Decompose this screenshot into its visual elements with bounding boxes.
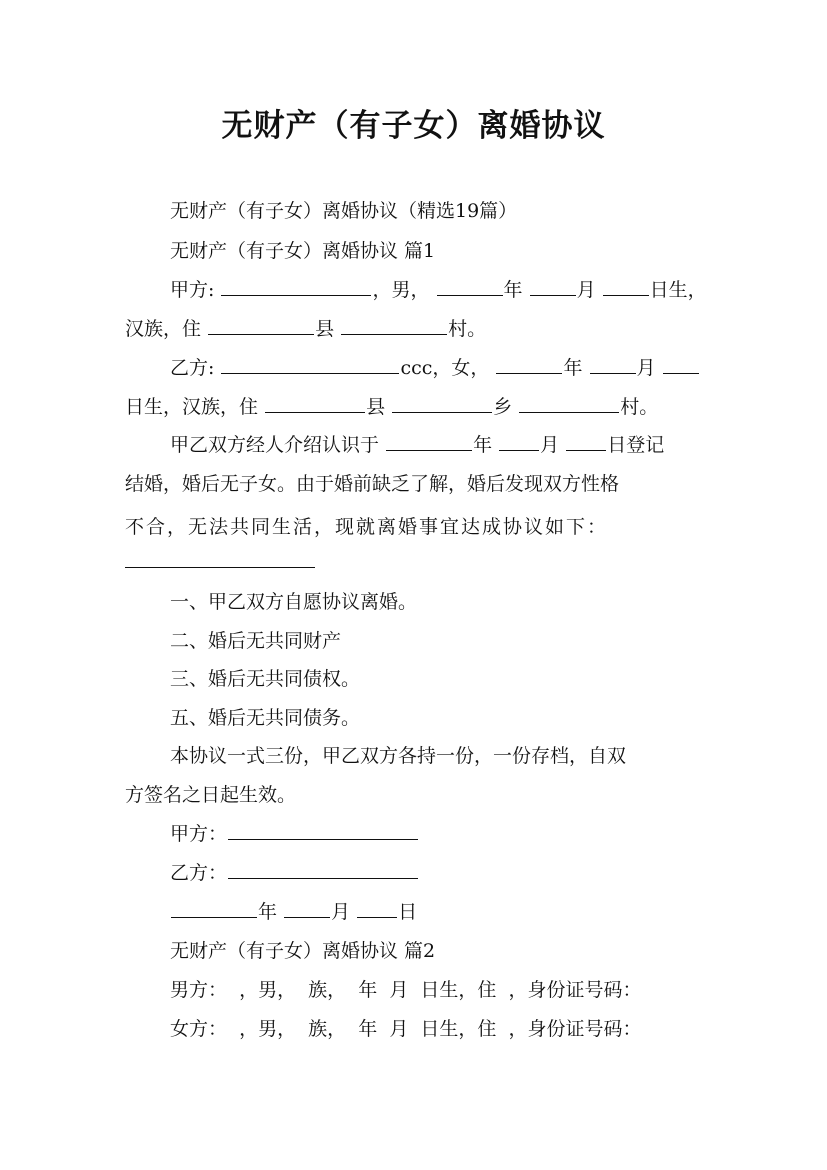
signature-day: 日 [398,901,418,923]
separator-rule [125,567,315,568]
section1-heading: 无财产（有子女）离婚协议 篇1 [170,240,436,262]
marriage-year: 年 [473,434,493,456]
party-b-month: 月 [636,357,656,379]
effect-line2: 方签名之日起生效。 [125,784,297,806]
section2-heading: 无财产（有子女）离婚协议 篇2 [170,940,436,962]
agreement-item-2: 二、婚后无共同财产 [170,630,342,652]
party-b-line2-start: 日生，汉族，住 [125,396,259,418]
party-a-line1 [170,277,770,303]
party-b-name-suffix: ccc，女， [400,357,490,379]
party-a-gender: ，男， [372,279,430,301]
signature-party-a-label: 甲方： [170,823,228,845]
party-a-village: 村。 [448,318,487,340]
party-a-month: 月 [576,279,596,301]
party-b-township: 乡 [493,396,513,418]
section2-female-line: 女方： ，男， 族， 年 月 日生，住 ，身份证号码： [170,1018,642,1040]
signature-party-b [170,860,770,886]
marriage-line1 [170,432,770,458]
party-a-year-blank [437,277,503,296]
signature-party-a-blank [228,821,418,840]
party-b-year-blank [496,355,562,374]
party-b-county: 县 [366,396,386,418]
marriage-line2: 结婚，婚后无子女。由于婚前缺乏了解，婚后发现双方性格 [125,473,620,495]
party-a-village-blank [341,316,447,335]
party-b-label: 乙方: [170,357,215,379]
party-a-day-blank [603,277,649,296]
signature-party-b-label: 乙方： [170,862,228,884]
agreement-item-1: 一、甲乙双方自愿协议离婚。 [170,591,418,613]
party-b-name-blank [221,355,399,374]
section2-male-line: 男方： ，男， 族， 年 月 日生，住 ，身份证号码： [170,979,642,1001]
party-b-day-blank [663,355,699,374]
marriage-month: 月 [540,434,560,456]
signature-party-a [170,821,770,847]
marriage-line1-start: 甲乙双方经人介绍认识于 [170,434,380,456]
party-a-month-blank [530,277,576,296]
party-b-county-blank [265,394,365,413]
party-b-township-blank [392,394,492,413]
signature-month-blank [284,899,330,918]
marriage-day-blank [566,432,606,451]
party-b-village: 村。 [620,396,659,418]
marriage-line3: 不合，无法共同生活，现就离婚事宜达成协议如下： [125,516,609,538]
marriage-month-blank [499,432,539,451]
party-a-label: 甲方: [170,279,215,301]
agreement-item-3: 三、婚后无共同债权。 [170,668,361,690]
signature-day-blank [357,899,397,918]
party-b-month-blank [590,355,636,374]
agreement-item-4: 五、婚后无共同债务。 [170,707,361,729]
signature-party-b-blank [228,860,418,879]
party-b-line1 [170,355,770,381]
document-subtitle: 无财产（有子女）离婚协议（精选19篇） [170,200,518,222]
party-a-line2 [125,316,725,342]
signature-date [170,899,770,925]
signature-month: 月 [331,901,351,923]
party-a-county: 县 [315,318,335,340]
signature-year-blank [171,899,257,918]
effect-line1: 本协议一式三份，甲乙双方各持一份，一份存档，自双 [170,745,627,767]
party-a-name-blank [221,277,371,296]
signature-year: 年 [258,901,278,923]
marriage-day: 日登记 [607,434,665,456]
document-title: 无财产（有子女）离婚协议 [221,108,606,144]
party-b-year: 年 [563,357,583,379]
marriage-year-blank [386,432,472,451]
party-a-county-blank [208,316,314,335]
party-a-line2-start: 汉族，住 [125,318,202,340]
party-a-day: 日生， [649,279,707,301]
party-b-village-blank [519,394,619,413]
party-a-year: 年 [503,279,523,301]
party-b-line2 [125,394,725,420]
